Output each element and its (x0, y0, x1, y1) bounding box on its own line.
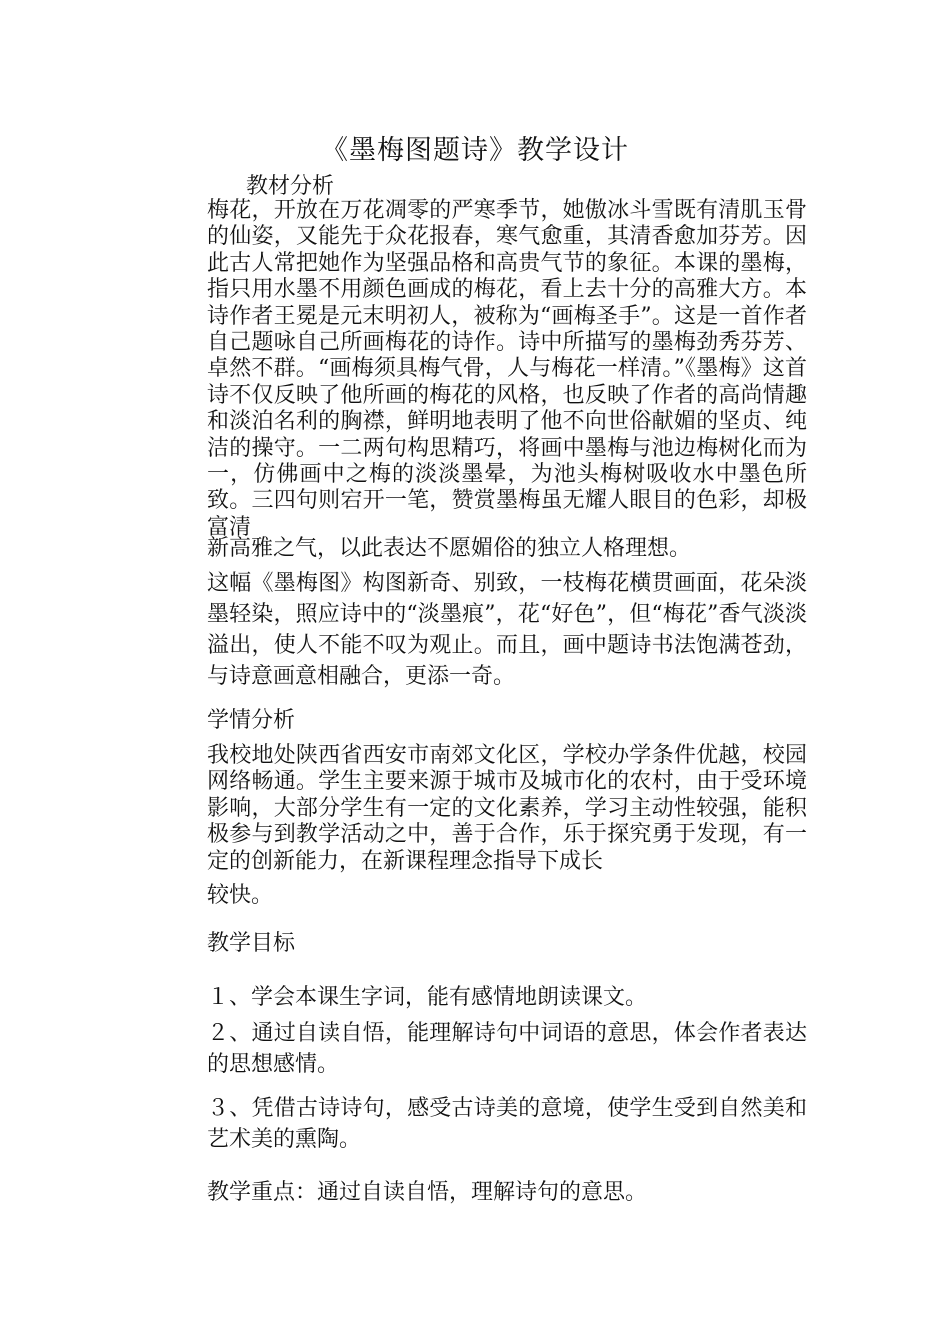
key-point-line: 教学重点：通过自读自悟，理解诗句的意思。 (207, 1180, 648, 1205)
goal-item-2: ２、通过自读自悟，能理解诗句中词语的意思，体会作者表达的思想感情。 (207, 1021, 807, 1077)
section-heading-goals: 教学目标 (207, 931, 296, 956)
students-paragraph: 我校地处陕西省西安市南郊文化区，学校办学条件优越，校园网络畅通。学生主要来源于城市及城市化的农村，由于受环境影响，大部分学生有一定的文化素养，学习主动性较强，能积极参与到教学活动之中，善于合作，乐于探究勇于发现，有一定的创新能力，在新课程理念指导下成长 (207, 743, 807, 874)
document-title: 《墨梅图题诗》教学设计 (321, 135, 629, 166)
material-paragraph-1: 梅花，开放在万花凋零的严寒季节，她傲冰斗雪既有清肌玉骨的仙姿，又能先于众花报春，寒气愈重，其清香愈加芬芳。因此古人常把她作为坚强品格和高贵气节的象征。本课的墨梅，指只用水墨不用颜色画成的梅花，看上去十分的高雅大方。本诗作者王冕是元末明初人，被称为“画梅圣手”。这是一首作者自己题咏自己所画梅花的诗作。诗中所描写的墨梅劲秀芬芳、卓然不群。“画梅须具梅气骨，人与梅花一样清。”《墨梅》这首诗不仅反映了他所画的梅花的风格，也反映了作者的高尚情趣和淡泊名利的胸襟，鲜明地表明了他不向世俗献媚的坚贞、纯洁的操守。一二两句构思精巧，将画中墨梅与池边梅树化而为一，仿佛画中之梅的淡淡墨晕，为池头梅树吸收水中墨色所致。三四句则宕开一笔，赞赏墨梅虽无耀人眼目的色彩，却极富清 (207, 198, 807, 540)
goal-item-1: １、学会本课生字词，能有感情地朗读课文。 (207, 985, 648, 1010)
section-heading-material: 教材分析 (246, 174, 335, 199)
section-heading-students: 学情分析 (207, 708, 296, 733)
material-paragraph-2: 这幅《墨梅图》构图新奇、别致，一枝梅花横贯画面，花朵淡墨轻染，照应诗中的“淡墨痕”，花“好色”，但“梅花”香气淡淡溢出，使人不能不叹为观止。而且，画中题诗书法饱满苍劲，与诗意画意相融合，更添一奇。 (207, 571, 807, 689)
students-paragraph-tail: 较快。 (207, 883, 274, 908)
material-paragraph-1-tail: 新高雅之气，以此表达不愿媚俗的独立人格理想。 (207, 536, 692, 561)
goal-item-3: ３、凭借古诗诗句，感受古诗美的意境，使学生受到自然美和艺术美的熏陶。 (207, 1096, 807, 1152)
